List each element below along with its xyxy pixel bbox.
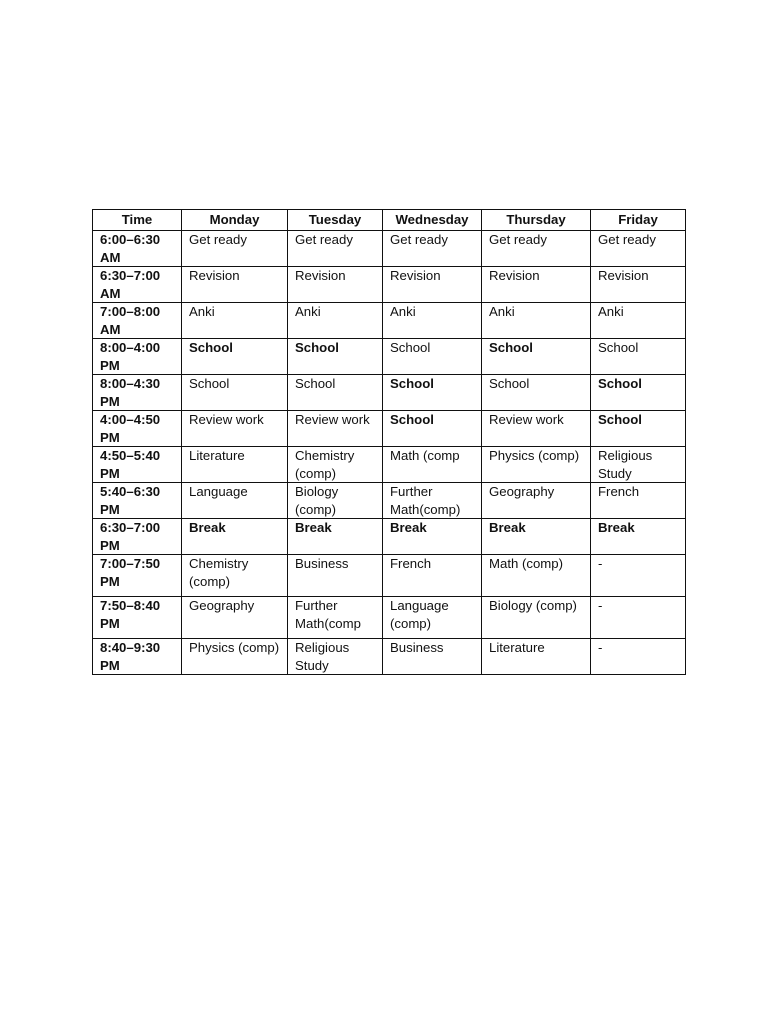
timetable-body (93, 231, 686, 675)
table-row (93, 447, 686, 483)
activity-cell-tuesday: Biology (comp) (288, 483, 383, 519)
activity-cell-friday: - (591, 597, 686, 639)
activity-cell-thursday: Review work (482, 411, 591, 447)
time-slot-cell: 7:50–8:40 PM (93, 597, 182, 639)
activity-cell-wednesday: Math (comp (383, 447, 482, 483)
activity-cell-wednesday: Further Math(comp) (383, 483, 482, 519)
header-monday: Monday (182, 210, 288, 231)
activity-cell-tuesday: Further Math(comp (288, 597, 383, 639)
activity-cell-friday: Revision (591, 267, 686, 303)
table-row (93, 639, 686, 675)
table-row (93, 267, 686, 303)
activity-cell-monday: School (182, 339, 288, 375)
activity-cell-friday: Religious Study (591, 447, 686, 483)
time-slot-cell: 8:00–4:00 PM (93, 339, 182, 375)
activity-cell-thursday: Anki (482, 303, 591, 339)
activity-cell-tuesday: Religious Study (288, 639, 383, 675)
activity-cell-tuesday: Break (288, 519, 383, 555)
header-row (93, 210, 686, 231)
header-wednesday: Wednesday (383, 210, 482, 231)
activity-cell-wednesday: Business (383, 639, 482, 675)
activity-cell-tuesday: Get ready (288, 231, 383, 267)
activity-cell-friday: School (591, 411, 686, 447)
activity-cell-friday: - (591, 555, 686, 597)
activity-cell-monday: Literature (182, 447, 288, 483)
table-row (93, 483, 686, 519)
activity-cell-thursday: Physics (comp) (482, 447, 591, 483)
header-thursday: Thursday (482, 210, 591, 231)
activity-cell-wednesday: Revision (383, 267, 482, 303)
activity-cell-tuesday: Chemistry (comp) (288, 447, 383, 483)
activity-cell-wednesday: Language (comp) (383, 597, 482, 639)
activity-cell-friday: School (591, 375, 686, 411)
header-friday: Friday (591, 210, 686, 231)
activity-cell-friday: School (591, 339, 686, 375)
activity-cell-tuesday: School (288, 339, 383, 375)
activity-cell-thursday: Geography (482, 483, 591, 519)
activity-cell-wednesday: Anki (383, 303, 482, 339)
time-slot-cell: 6:30–7:00 PM (93, 519, 182, 555)
weekly-timetable (92, 209, 686, 675)
activity-cell-friday: Anki (591, 303, 686, 339)
activity-cell-monday: Physics (comp) (182, 639, 288, 675)
time-slot-cell: 8:40–9:30 PM (93, 639, 182, 675)
time-slot-cell: 4:50–5:40 PM (93, 447, 182, 483)
activity-cell-monday: Get ready (182, 231, 288, 267)
activity-cell-monday: School (182, 375, 288, 411)
time-slot-cell: 7:00–8:00 AM (93, 303, 182, 339)
time-slot-cell: 6:30–7:00 AM (93, 267, 182, 303)
activity-cell-thursday: Break (482, 519, 591, 555)
activity-cell-wednesday: Break (383, 519, 482, 555)
activity-cell-wednesday: French (383, 555, 482, 597)
activity-cell-friday: French (591, 483, 686, 519)
activity-cell-tuesday: Revision (288, 267, 383, 303)
activity-cell-tuesday: Business (288, 555, 383, 597)
activity-cell-wednesday: School (383, 375, 482, 411)
activity-cell-thursday: School (482, 375, 591, 411)
activity-cell-wednesday: Get ready (383, 231, 482, 267)
activity-cell-tuesday: Anki (288, 303, 383, 339)
activity-cell-friday: - (591, 639, 686, 675)
activity-cell-friday: Get ready (591, 231, 686, 267)
table-row (93, 519, 686, 555)
activity-cell-monday: Geography (182, 597, 288, 639)
activity-cell-monday: Chemistry (comp) (182, 555, 288, 597)
activity-cell-monday: Break (182, 519, 288, 555)
time-slot-cell: 5:40–6:30 PM (93, 483, 182, 519)
activity-cell-thursday: Biology (comp) (482, 597, 591, 639)
time-slot-cell: 6:00–6:30 AM (93, 231, 182, 267)
table-row (93, 597, 686, 639)
activity-cell-wednesday: School (383, 411, 482, 447)
table-row (93, 231, 686, 267)
time-slot-cell: 4:00–4:50 PM (93, 411, 182, 447)
table-row (93, 555, 686, 597)
activity-cell-tuesday: School (288, 375, 383, 411)
table-row (93, 303, 686, 339)
activity-cell-monday: Language (182, 483, 288, 519)
table-row (93, 375, 686, 411)
header-time: Time (93, 210, 182, 231)
activity-cell-thursday: Get ready (482, 231, 591, 267)
header-tuesday: Tuesday (288, 210, 383, 231)
activity-cell-friday: Break (591, 519, 686, 555)
activity-cell-wednesday: School (383, 339, 482, 375)
activity-cell-thursday: Literature (482, 639, 591, 675)
table-row (93, 339, 686, 375)
time-slot-cell: 8:00–4:30 PM (93, 375, 182, 411)
activity-cell-monday: Review work (182, 411, 288, 447)
activity-cell-tuesday: Review work (288, 411, 383, 447)
activity-cell-monday: Anki (182, 303, 288, 339)
activity-cell-thursday: Math (comp) (482, 555, 591, 597)
table-row (93, 411, 686, 447)
activity-cell-thursday: School (482, 339, 591, 375)
time-slot-cell: 7:00–7:50 PM (93, 555, 182, 597)
activity-cell-monday: Revision (182, 267, 288, 303)
activity-cell-thursday: Revision (482, 267, 591, 303)
